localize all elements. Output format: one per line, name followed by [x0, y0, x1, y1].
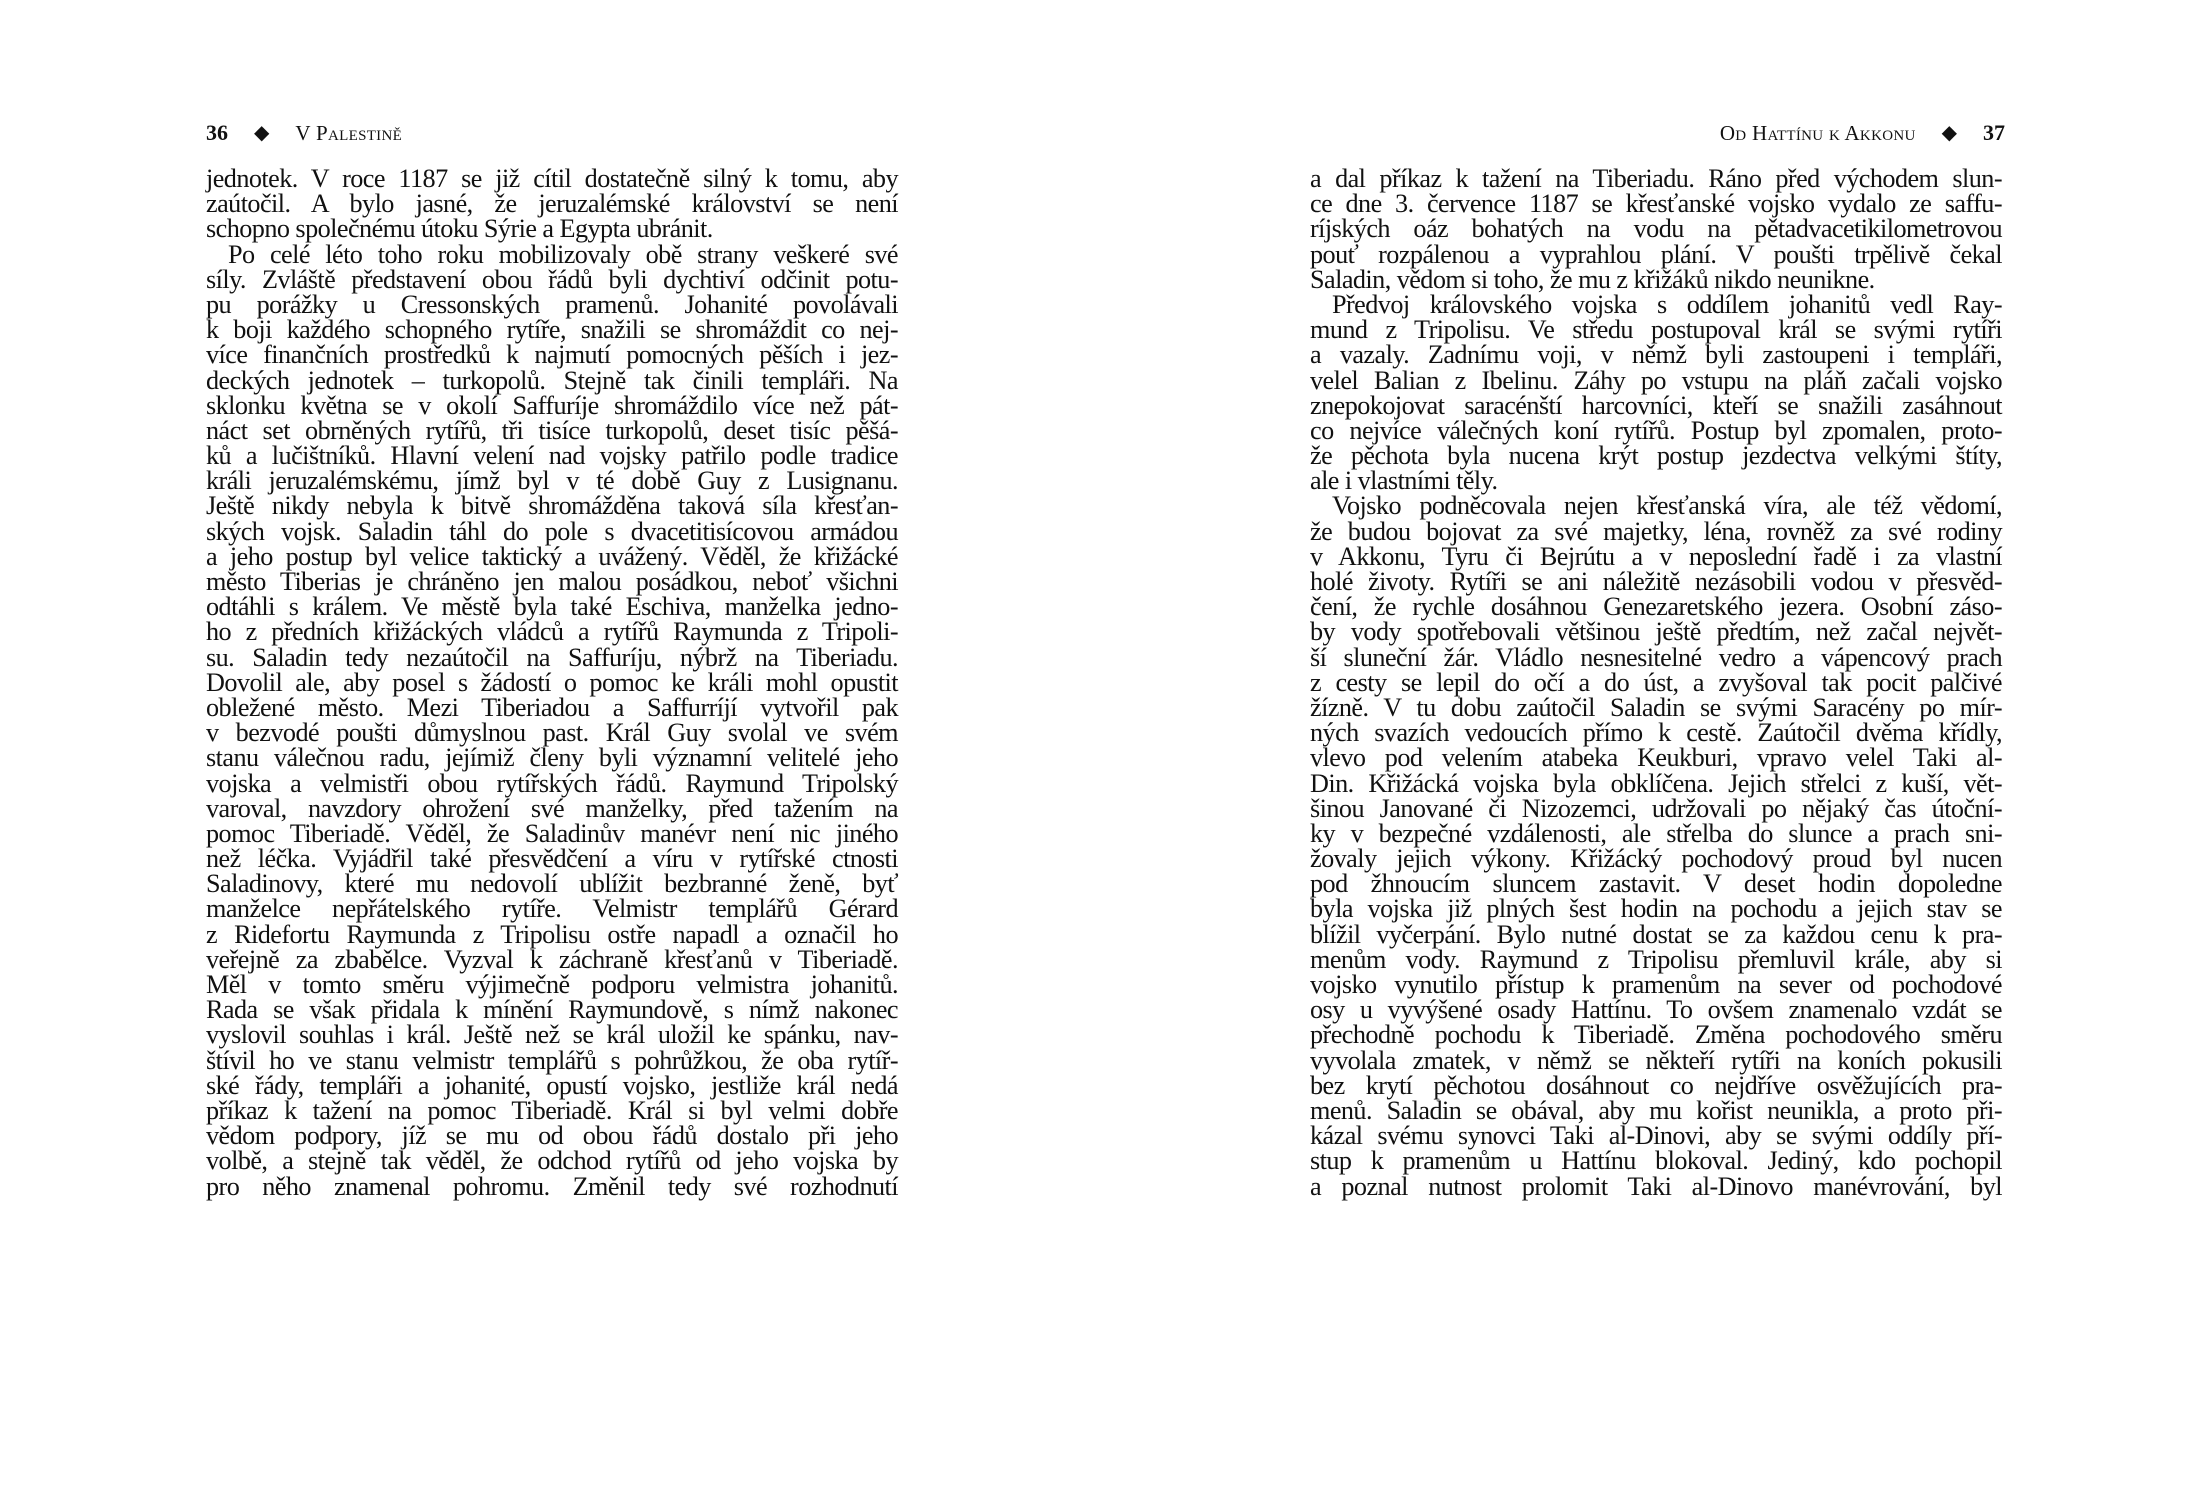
- text-line: síly. Zvláště představení obou řádů byli dychtiví odčinit potu-: [206, 264, 898, 294]
- text-line: zaútočil. A bylo jasné, že jeruzalémské království se není: [206, 189, 898, 219]
- text-line: odtáhli s králem. Ve městě byla také Eschiva, manželka jedno-: [206, 592, 898, 622]
- text-line: pouť rozpálenou a vyprahlou plání. V poušti trpělivě čekal: [1310, 239, 2002, 269]
- text-line: by vody spotřebovali většinou ještě předtím, než začal největ-: [1310, 617, 2002, 647]
- text-line: Předvoj královského vojska s oddílem johanitů vedl Ray-: [1332, 289, 2002, 319]
- diamond-ornament-icon: ◆: [1941, 122, 1957, 144]
- text-line: volbě, a stejně tak věděl, že odchod rytířů od jeho vojska by: [206, 1146, 898, 1176]
- text-line: velel Balian z Ibelinu. Záhy po vstupu na pláň začali vojsko: [1310, 365, 2002, 395]
- text-line: kázal svému synovci Taki al-Dinovi, aby se svými oddíly pří-: [1310, 1121, 2002, 1151]
- text-line: k boji každého schopného rytíře, snažili se shromáždit co nej-: [206, 315, 898, 345]
- text-line: a vazaly. Zadnímu voji, v němž byli zastoupeni i templáři,: [1310, 340, 2002, 370]
- text-line: čení, že rychle dosáhnou Genezaretského jezera. Osobní záso-: [1310, 592, 2002, 622]
- right-body-text: [1310, 166, 2002, 1199]
- text-line: vyvolala zmatek, v němž se někteří rytíři na koních pokusili: [1310, 1045, 2002, 1075]
- text-line: náct set obrněných rytířů, tři tisíce turkopolů, deset tisíc pěšá-: [206, 415, 898, 445]
- text-line: vlevo pod velením atabeka Keukburi, vpravo velel Taki al-: [1310, 743, 2002, 773]
- text-line: příkaz k tažení na pomoc Tiberiadě. Král si byl velmi dobře: [206, 1095, 898, 1125]
- text-line: pu porážky u Cressonských pramenů. Johanité povolávali: [206, 289, 898, 319]
- text-line: ríjských oáz bohatých na vodu na pětadvacetikilometrovou: [1310, 214, 2002, 244]
- text-line: ných svazích vedoucích přímo k cestě. Zaútočil dvěma křídly,: [1310, 718, 2002, 748]
- left-body-text: [206, 166, 898, 1199]
- text-line: žovaly jejich výkony. Křižácký pochodový proud byl nucen: [1310, 844, 2002, 874]
- text-line: než léčka. Vyjádřil také přesvědčení a víru v rytířské ctnosti: [206, 844, 898, 874]
- text-line: a dal příkaz k tažení na Tiberiadu. Ráno před východem slun-: [1310, 164, 2002, 193]
- text-line: mund z Tripolisu. Ve středu postupoval král se svými rytíři: [1310, 315, 2002, 345]
- text-line: v Akkonu, Tyru či Bejrútu a v neposlední řadě i za vlastní: [1310, 541, 2002, 571]
- text-line: Saladin, vědom si toho, že mu z křižáků nikdo neunikne.: [1310, 264, 1875, 294]
- text-line: žízně. V tu dobu zaútočil Saladin se svými Saracény po mír-: [1310, 692, 2002, 722]
- text-line: v bezvodé poušti důmyslnou past. Král Guy svolal ve svém: [206, 718, 898, 748]
- text-line: sklonku května se v okolí Saffuríje shromáždilo více než pát-: [206, 390, 898, 420]
- chapter-title-right: Od Hattínu k Akkonu: [1719, 120, 1916, 145]
- text-line: deckých jednotek – turkopolů. Stejně tak činili templáři. Na: [206, 365, 898, 395]
- diamond-ornament-icon: ◆: [254, 122, 270, 144]
- text-line: Rada se však přidala k mínění Raymundově, s nímž nakonec: [206, 995, 898, 1025]
- page-number-right: 37: [1983, 120, 2005, 145]
- text-line: ky v bezpečné vzdálenosti, ale střelba do slunce a prach sni-: [1310, 818, 2002, 848]
- text-line: blížil vyčerpání. Bylo nutné dostat se za každou cenu k pra-: [1310, 919, 2002, 949]
- text-line: pod žhnoucím sluncem zastavit. V deset hodin dopoledne: [1310, 869, 2002, 899]
- text-line: vojsko vynutilo přístup k pramenům na sever od pochodové: [1310, 970, 2002, 999]
- text-line: schopno společnému útoku Sýrie a Egypta ubránit.: [206, 214, 713, 244]
- chapter-title-left: V Palestině: [295, 120, 403, 145]
- text-line: štívil ho ve stanu velmistr templářů s pohrůžkou, že oba rytíř-: [206, 1045, 898, 1075]
- text-line: stup k pramenům u Hattínu blokoval. Jediný, kdo pochopil: [1310, 1146, 2002, 1176]
- text-line: byla vojska již plných šest hodin na pochodu a jejich stav se: [1310, 894, 2002, 924]
- text-line: holé životy. Rytíři se ani náležitě nezásobili vodou v přesvěd-: [1310, 567, 2002, 596]
- text-line: Din. Křižácká vojska byla obklíčena. Jejich střelci z kuší, vět-: [1310, 768, 2002, 798]
- text-line: ší sluneční žár. Vládlo nesnesitelné vedro a vápencový prach: [1310, 642, 2002, 672]
- text-line: co nejvíce válečných koní rytířů. Postup byl zpomalen, proto-: [1310, 415, 2002, 445]
- text-line: vojska a velmistři obou rytířských řádů. Raymund Tripolský: [206, 768, 898, 798]
- text-line: a jeho postup byl velice taktický a uvážený. Věděl, že křižácké: [206, 541, 898, 571]
- text-line: více finančních prostředků k najmutí pomocných pěších i jez-: [206, 340, 898, 370]
- text-line: bez krytí pěchotou dosáhnout co nejdříve osvěžujících pra-: [1310, 1070, 2002, 1100]
- left-running-head: [206, 118, 402, 148]
- text-line: varoval, navzdory ohrožení své manželky, před tažením na: [206, 793, 898, 823]
- text-line: ce dne 3. července 1187 se křesťanské vojsko vydalo ze saffu-: [1310, 189, 2002, 219]
- text-line: osy u vyvýšené osady Hattínu. To ovšem znamenalo vzdát se: [1310, 995, 2002, 1025]
- text-line: su. Saladin tedy nezaútočil na Saffuríju, nýbrž na Tiberiadu.: [206, 642, 898, 672]
- text-line: Po celé léto toho roku mobilizovaly obě strany veškeré své: [228, 239, 898, 269]
- text-line: ků a lučištníků. Hlavní velení nad vojsky patřilo podle tradice: [206, 441, 898, 471]
- text-line: že pěchota byla nucena krýt postup jezdectva velkými štíty,: [1310, 441, 2002, 471]
- text-line: město Tiberias je chráněno jen malou posádkou, neboť všichni: [206, 567, 898, 596]
- text-line: pro něho znamenal pohromu. Změnil tedy své rozhodnutí: [206, 1171, 898, 1201]
- text-line: ale i vlastními těly.: [1310, 466, 1498, 496]
- right-page: [1105, 0, 2210, 1500]
- text-line: králi jeruzalémskému, jímž byl v té době Guy z Lusignanu.: [206, 466, 898, 496]
- text-line: Měl v tomto směru výjimečně podporu velmistra johanitů.: [206, 970, 898, 999]
- text-line: Vojsko podněcovala nejen křesťanská víra, ale též vědomí,: [1332, 491, 2002, 521]
- text-line: jednotek. V roce 1187 se již cítil dostatečně silný k tomu, aby: [206, 164, 898, 193]
- text-line: ské řády, templáři a johanité, opustí vojsko, jestliže král nedá: [206, 1070, 898, 1100]
- text-line: přechodně pochodu k Tiberiadě. Změna pochodového směru: [1310, 1020, 2002, 1050]
- text-line: pomoc Tiberiadě. Věděl, že Saladinův manévr není nic jiného: [206, 818, 898, 848]
- text-line: stanu válečnou radu, jejímiž členy byli významní velitelé jeho: [206, 743, 898, 773]
- right-running-head: [1720, 118, 2005, 148]
- text-line: vyslovil souhlas i král. Ještě než se král uložil ke spánku, nav-: [206, 1020, 898, 1050]
- text-line: Ještě nikdy nebyla k bitvě shromážděna taková síla křesťan-: [206, 491, 898, 521]
- text-line: že budou bojovat za své majetky, léna, rovněž za své rodiny: [1310, 516, 2002, 546]
- page-number-left: 36: [206, 120, 228, 145]
- text-line: manželce nepřátelského rytíře. Velmistr templářů Gérard: [206, 894, 898, 924]
- text-line: obležené město. Mezi Tiberiadou a Saffurríjí vytvořil pak: [206, 692, 898, 722]
- text-line: veřejně za zbabělce. Vyzval k záchraně křesťanů v Tiberiadě.: [206, 944, 898, 974]
- text-line: z Ridefortu Raymunda z Tripolisu ostře napadl a označil ho: [206, 919, 898, 949]
- text-line: znepokojovat saracénští harcovníci, kteří se snažili zasáhnout: [1310, 390, 2002, 420]
- text-line: menům vody. Raymund z Tripolisu přemluvil krále, aby si: [1310, 944, 2002, 974]
- text-line: ho z předních křižáckých vládců a rytířů Raymunda z Tripoli-: [206, 617, 898, 647]
- text-line: ských vojsk. Saladin táhl do pole s dvacetitisícovou armádou: [206, 516, 898, 546]
- text-line: z cesty se lepil do očí a do úst, a zvyšoval tak pocit palčivé: [1310, 667, 2002, 697]
- text-line: menů. Saladin se obával, aby mu kořist neunikla, a proto při-: [1310, 1095, 2002, 1125]
- text-line: a poznal nutnost prolomit Taki al-Dinovo manévrování, byl: [1310, 1171, 2002, 1201]
- text-line: Dovolil ale, aby posel s žádostí o pomoc ke králi mohl opustit: [206, 667, 898, 697]
- text-line: šinou Janované či Nizozemci, udržovali po nějaký čas útoční-: [1310, 793, 2002, 823]
- text-line: vědom podpory, jíž se mu od obou řádů dostalo při jeho: [206, 1121, 898, 1151]
- text-line: Saladinovy, které mu nedovolí ublížit bezbranné ženě, byť: [206, 869, 898, 899]
